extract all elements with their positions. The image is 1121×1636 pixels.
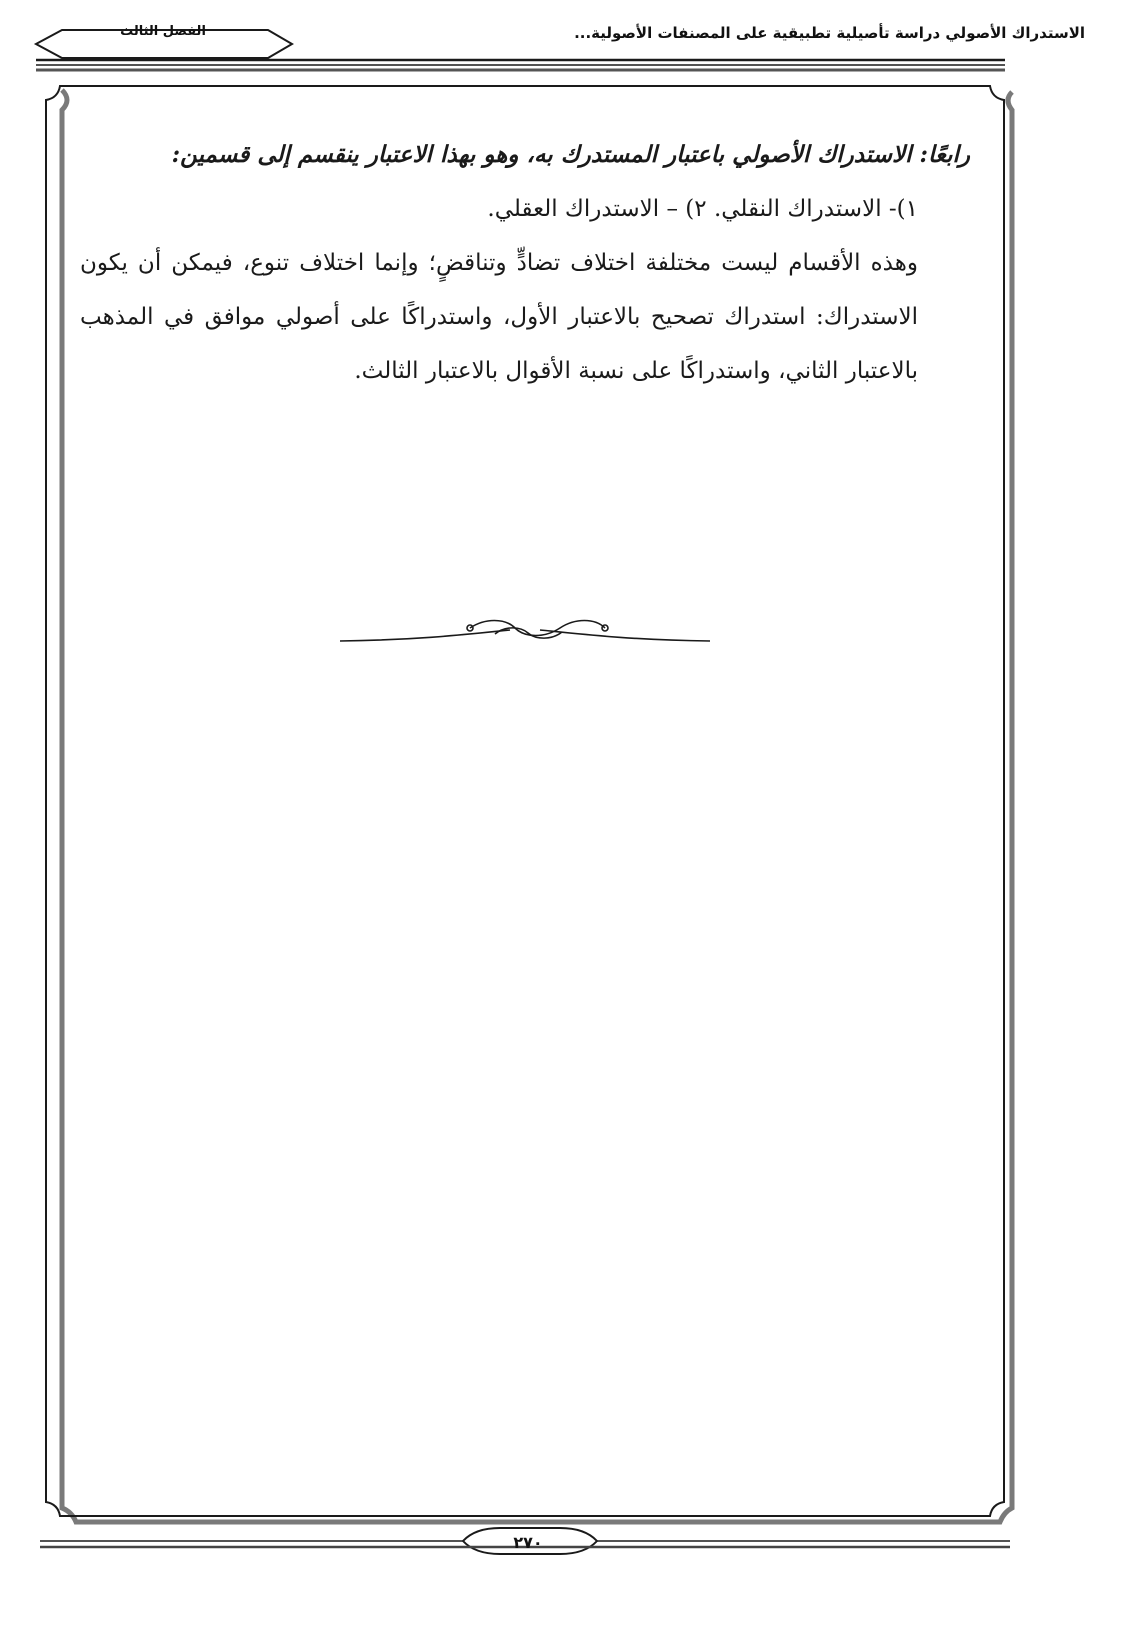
chapter-label: الفصل الثالث — [120, 24, 206, 39]
page-content — [80, 128, 970, 398]
body-paragraph: وهذه الأقسام ليست مختلفة اختلاف تضادٍّ وتناقضٍ؛ وإنما اختلاف تنوع، فيمكن أن يكون الاستدراك: استدراك تصحيح بالاعتبار الأول، واستدراكًا على أصولي موافق في المذهب بالاعتبار الثاني، واستدراكًا على نسبة الأقوال بالاعتبار الثالث. — [80, 250, 918, 384]
page-number: ٢٧٠ — [513, 1533, 543, 1552]
running-header-title: الاستدراك الأصولي دراسة تأصيلية تطبيقية على المصنفات الأصولية... — [574, 24, 1085, 42]
list-line: ١)- الاستدراك النقلي. ٢) – الاستدراك العقلي. — [487, 196, 918, 222]
ornamental-divider-icon — [340, 621, 710, 642]
header-rule — [36, 60, 1005, 70]
section-heading: رابعًا: الاستدراك الأصولي باعتبار المستدرك به، وهو بهذا الاعتبار ينقسم إلى قسمين: — [171, 141, 970, 168]
